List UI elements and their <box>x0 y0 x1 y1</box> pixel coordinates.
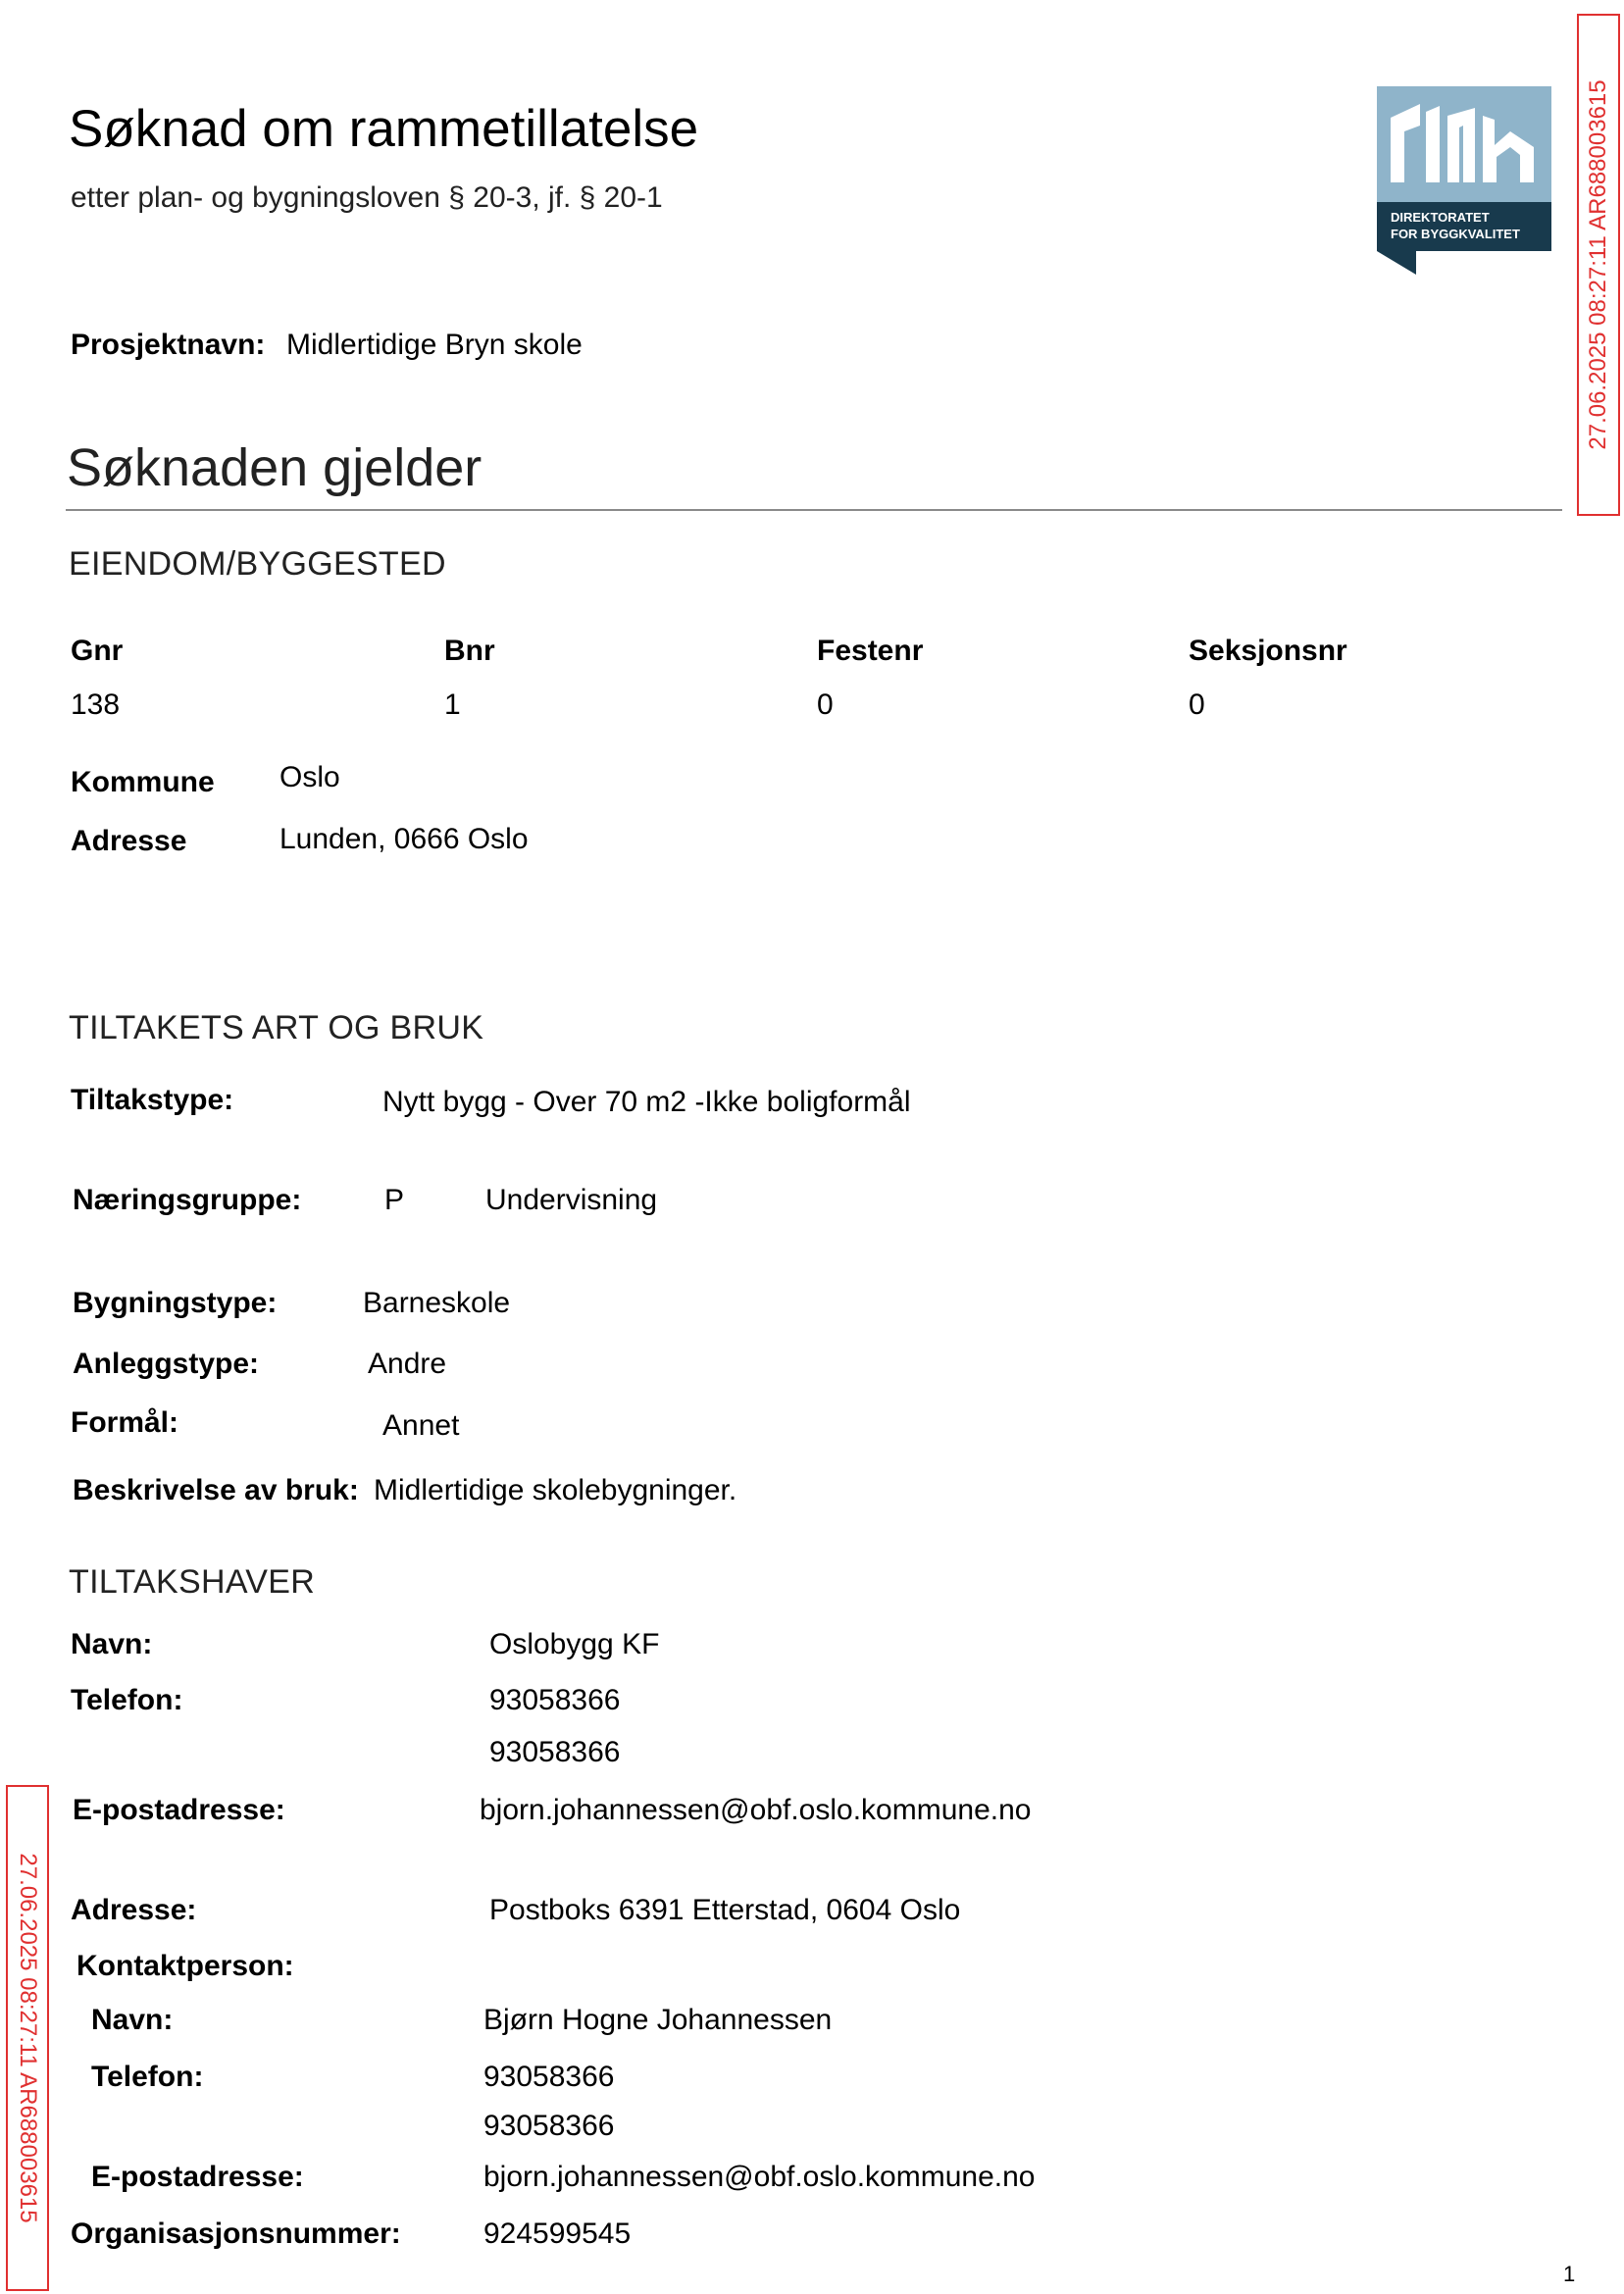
dibk-logo <box>1377 86 1551 275</box>
receipt-stamp-left <box>6 1785 49 2291</box>
receipt-stamp-right-text: 27.06.2025 08:27:11 AR688003615 <box>1585 79 1611 450</box>
document-subtitle: etter plan- og bygningsloven § 20-3, jf. § 20-1 <box>71 181 663 214</box>
dibk-logo-mark <box>1377 86 1551 275</box>
gnr-value: 138 <box>71 688 121 721</box>
formal-value: Annet <box>382 1409 460 1442</box>
project-name-value: Midlertidige Bryn skole <box>286 329 583 361</box>
tiltakstype-label: Tiltakstype: <box>71 1084 234 1116</box>
tiltakshaver-telefon-value-2: 93058366 <box>489 1736 621 1768</box>
kontakt-telefon-label: Telefon: <box>91 2061 204 2093</box>
tiltakshaver-epost-label: E-postadresse: <box>73 1794 285 1826</box>
gnr-label: Gnr <box>71 635 124 667</box>
section-divider <box>66 509 1562 511</box>
section-heading: Søknaden gjelder <box>67 438 482 497</box>
adresse-label: Adresse <box>71 825 187 857</box>
eiendom-heading: EIENDOM/BYGGESTED <box>69 545 446 583</box>
kontakt-telefon-value-2: 93058366 <box>483 2110 615 2142</box>
tiltakshaver-heading: TILTAKSHAVER <box>69 1563 316 1601</box>
tiltakshaver-adresse-label: Adresse: <box>71 1894 197 1926</box>
seksjonsnr-label: Seksjonsnr <box>1189 635 1347 667</box>
festenr-value: 0 <box>817 688 834 721</box>
tiltakshaver-navn-value: Oslobygg KF <box>489 1628 660 1660</box>
document-title: Søknad om rammetillatelse <box>69 100 699 158</box>
beskrivelse-value: Midlertidige skolebygninger. <box>374 1474 737 1506</box>
beskrivelse-label: Beskrivelse av bruk: <box>73 1474 359 1506</box>
kontakt-epost-value: bjorn.johannessen@obf.oslo.kommune.no <box>483 2161 1036 2193</box>
anleggstype-label: Anleggstype: <box>73 1348 260 1380</box>
logo-text-line1: DIREKTORATET <box>1391 210 1490 225</box>
logo-text-line2: FOR BYGGKVALITET <box>1391 227 1520 241</box>
tiltakshaver-telefon-label: Telefon: <box>71 1684 183 1716</box>
naeringsgruppe-value: Undervisning <box>485 1184 658 1216</box>
kontaktperson-label: Kontaktperson: <box>76 1950 294 1982</box>
receipt-stamp-left-text: 27.06.2025 08:27:11 AR688003615 <box>15 1853 41 2223</box>
page-number: 1 <box>1563 2262 1576 2286</box>
kontakt-epost-label: E-postadresse: <box>91 2161 304 2193</box>
naeringsgruppe-code: P <box>384 1184 405 1216</box>
formal-label: Formål: <box>71 1406 179 1439</box>
tiltakstype-value: Nytt bygg - Over 70 m2 -Ikke boligformål <box>382 1086 911 1118</box>
anleggstype-value: Andre <box>368 1348 447 1380</box>
bnr-label: Bnr <box>444 635 495 667</box>
organisasjonsnummer-value: 924599545 <box>483 2218 632 2250</box>
tiltakshaver-epost-value: bjorn.johannessen@obf.oslo.kommune.no <box>480 1794 1032 1826</box>
bygningstype-label: Bygningstype: <box>73 1287 278 1319</box>
naeringsgruppe-label: Næringsgruppe: <box>73 1184 302 1216</box>
tiltakshaver-adresse-value: Postboks 6391 Etterstad, 0604 Oslo <box>489 1894 961 1926</box>
project-name-label: Prosjektnavn: <box>71 329 266 361</box>
bnr-value: 1 <box>444 688 461 721</box>
kontakt-telefon-value-1: 93058366 <box>483 2061 615 2093</box>
kontakt-navn-label: Navn: <box>91 2004 174 2036</box>
tiltakshaver-telefon-value-1: 93058366 <box>489 1684 621 1716</box>
receipt-stamp-right <box>1577 14 1620 516</box>
seksjonsnr-value: 0 <box>1189 688 1205 721</box>
adresse-value: Lunden, 0666 Oslo <box>279 823 529 855</box>
kommune-value: Oslo <box>279 761 340 793</box>
kontakt-navn-value: Bjørn Hogne Johannessen <box>483 2004 833 2036</box>
kommune-label: Kommune <box>71 766 215 798</box>
tiltakshaver-navn-label: Navn: <box>71 1628 153 1660</box>
tiltak-heading: TILTAKETS ART OG BRUK <box>69 1009 484 1046</box>
organisasjonsnummer-label: Organisasjonsnummer: <box>71 2218 401 2250</box>
festenr-label: Festenr <box>817 635 924 667</box>
bygningstype-value: Barneskole <box>363 1287 511 1319</box>
